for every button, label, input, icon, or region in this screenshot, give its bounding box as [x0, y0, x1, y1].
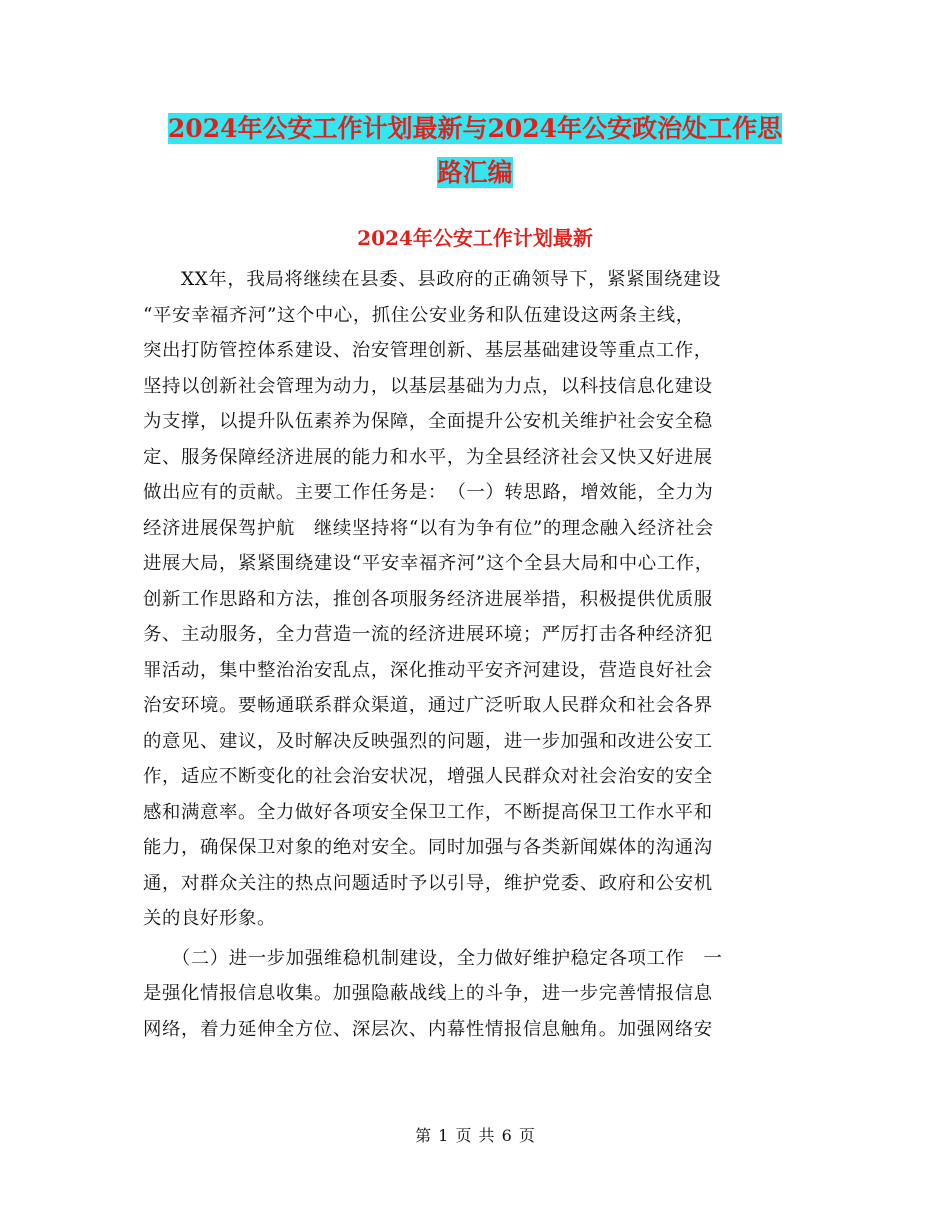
body-line: 突出打防管控体系建设、治安管理创新、基层基础建设等重点工作， [143, 340, 713, 361]
body-line: 作，适应不断变化的社会治安状况，增强人民群众对社会治安的安全 [143, 766, 713, 787]
document-title-line-1 [0, 114, 950, 144]
body-line: 通，对群众关注的热点问题适时予以引导，维护党委、政府和公安机 [143, 872, 713, 894]
body-line: 务、主动服务，全力营造一流的经济进展环境；严厉打击各种经济犯 [143, 624, 713, 645]
body-line: 坚持以创新社会管理为动力，以基层基础为力点，以科技信息化建设 [143, 375, 713, 397]
body-line: 治安环境。要畅通联系群众渠道，通过广泛听取人民群众和社会各界 [143, 695, 713, 716]
section-heading: 2024年公安工作计划最新 [357, 226, 593, 250]
body-line: 网络，着力延伸全方位、深层次、内幕性情报信息触角。加强网络安 [143, 1018, 713, 1040]
document-title-text-2: 路汇编 [437, 158, 513, 187]
body-line: 是强化情报信息收集。加强隐蔽战线上的斗争，进一步完善情报信息 [143, 983, 713, 1004]
body-line: 罪活动，集中整治治安乱点，深化推动平安齐河建设，营造良好社会 [143, 659, 713, 681]
body-line: 进展大局，紧紧围绕建设“平安幸福齐河”这个全县大局和中心工作， [143, 553, 714, 574]
body-line: （二）进一步加强维稳机制建设，全力做好维护稳定各项工作 一 [143, 947, 723, 969]
page-footer: 第 1 页 共 6 页 [415, 1126, 535, 1145]
document-title-line-2 [0, 158, 950, 188]
body-line: 为支撑，以提升队伍素养为保障，全面提升公安机关维护社会安全稳 [143, 411, 713, 432]
body-line: “平安幸福齐河”这个中心，抓住公安业务和队伍建设这两条主线， [143, 304, 695, 326]
body-line: 做出应有的贡献。主要工作任务是： （一）转思路，增效能，全力为 [143, 482, 714, 503]
body-line: 关的良好形象。 [143, 908, 276, 929]
body-line: 的意见、建议，及时解决反映强烈的问题，进一步加强和改进公安工 [143, 730, 713, 752]
body-line: 经济进展保驾护航 继续坚持将“以有为争有位”的理念融入经济社会 [143, 517, 714, 539]
body-line: XX年，我局将继续在县委、县政府的正确领导下，紧紧围绕建设 [143, 269, 722, 290]
body-line: 创新工作思路和方法，推创各项服务经济进展举措，积极提供优质服 [143, 588, 713, 610]
body-line: 定、服务保障经济进展的能力和水平，为全县经济社会又快又好进展 [143, 446, 713, 468]
body-line: 能力，确保保卫对象的绝对安全。同时加强与各类新闻媒体的沟通沟 [143, 837, 713, 858]
body-line: 感和满意率。全力做好各项安全保卫工作，不断提高保卫工作水平和 [143, 801, 713, 823]
document-title-text-1: 2024年公安工作计划最新与2024年公安政治处工作思 [167, 114, 783, 143]
